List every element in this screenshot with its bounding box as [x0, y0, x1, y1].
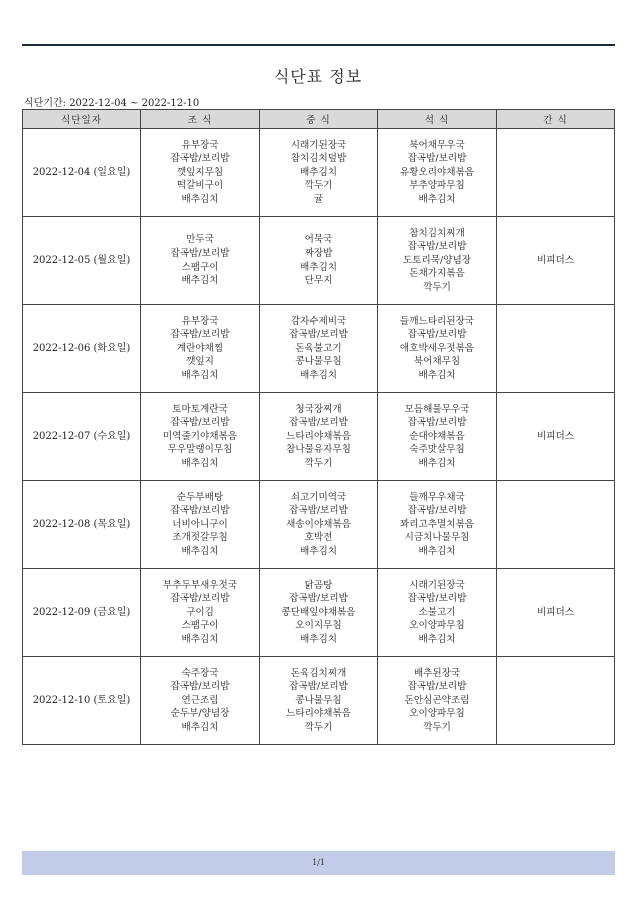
page-number: 1/1 [312, 858, 325, 867]
dinner-cell [378, 393, 497, 481]
table-row [23, 569, 615, 657]
menu-item: 깻잎지무침 [176, 166, 224, 178]
breakfast-cell [141, 217, 260, 305]
breakfast-cell [141, 129, 260, 217]
menu-item: 콩단배잎야채볶음 [281, 606, 356, 618]
date-cell: 2022-12-07 (수요일) [23, 393, 141, 481]
menu-item: 짜장밥 [304, 247, 333, 259]
menu-item: 배추김치 [299, 166, 338, 178]
menu-item: 잡곡밥/보리밥 [289, 681, 348, 693]
menu-item: 스팸구이 [181, 620, 219, 632]
menu-item: 시래기된장국 [409, 579, 465, 591]
menu-item: 배추김치 [181, 275, 219, 287]
table-row [23, 129, 615, 217]
top-divider [22, 44, 615, 46]
menu-item: 계란야채찜 [176, 342, 224, 354]
dinner-cell [378, 217, 497, 305]
menu-item: 돈안심곤약조림 [404, 694, 470, 706]
menu-item: 북어채무우국 [409, 139, 465, 151]
menu-item: 어묵국 [304, 234, 333, 246]
menu-item: 잡곡밥/보리밥 [407, 505, 467, 517]
date-cell: 2022-12-08 (목요일) [23, 481, 141, 569]
menu-item: 애호박새우젓볶음 [399, 342, 475, 354]
table-row [23, 393, 615, 481]
menu-item: 돈육김치찌개 [290, 667, 347, 679]
dinner-cell [378, 569, 497, 657]
menu-item: 순대야채볶음 [409, 430, 465, 442]
menu-item: 배추된장국 [413, 667, 461, 679]
menu-item: 순두부배탕 [176, 491, 224, 503]
menu-item: 만두국 [186, 234, 214, 246]
menu-item: 부추두부새우젓국 [162, 579, 238, 591]
menu-item: 돈육불고기 [295, 342, 342, 354]
menu-item: 미역줄기야채볶음 [162, 430, 238, 442]
header-breakfast: 조 식 [141, 110, 260, 129]
menu-item: 들깨무우채국 [409, 491, 465, 503]
date-cell: 2022-12-05 (월요일) [23, 217, 141, 305]
menu-item: 비피더스 [536, 606, 575, 618]
breakfast-cell [141, 305, 260, 393]
menu-item: 토마토계란국 [172, 403, 228, 415]
menu-item: 잡곡밥/보리밥 [170, 329, 230, 341]
menu-item: 잡곡밥/보리밥 [170, 247, 230, 259]
menu-item: 느타리야채볶음 [286, 430, 351, 442]
menu-item: 단무지 [304, 275, 333, 287]
meal-period: 식단기간: 2022-12-04 ~ 2022-12-10 [24, 98, 200, 109]
lunch-cell [260, 481, 378, 569]
menu-item: 배추김치 [418, 633, 456, 645]
meal-table [22, 109, 615, 745]
menu-item: 귤 [313, 193, 324, 205]
menu-item: 배추김치 [418, 545, 456, 557]
footer-bar [22, 851, 615, 875]
menu-item: 배추김치 [181, 721, 219, 733]
menu-item: 깍두기 [304, 457, 333, 469]
header-snack: 간 식 [497, 110, 615, 129]
menu-item: 잡곡밥/보리밥 [170, 153, 230, 165]
snack-cell [497, 305, 615, 393]
menu-item: 참치김치덮밥 [290, 153, 347, 165]
dinner-cell [378, 481, 497, 569]
menu-item: 잡곡밥/보리밥 [407, 417, 467, 429]
breakfast-cell [141, 481, 260, 569]
menu-item: 잡곡밥/보리밥 [289, 505, 348, 517]
menu-item: 잡곡밥/보리밥 [289, 593, 348, 605]
menu-item: 배추김치 [181, 545, 219, 557]
menu-item: 비피더스 [536, 430, 575, 442]
menu-item: 배추김치 [181, 457, 219, 469]
menu-item: 꽈리고추멸치볶음 [399, 518, 475, 530]
menu-item: 오이지무침 [295, 620, 342, 632]
menu-item: 오이양파무침 [409, 708, 465, 720]
menu-item: 잡곡밥/보리밥 [170, 417, 230, 429]
menu-item: 숙주장국 [181, 667, 219, 679]
menu-item: 북어채무침 [413, 356, 461, 368]
menu-item: 배추김치 [181, 193, 219, 205]
menu-item: 콩나물무침 [295, 356, 342, 368]
date-cell: 2022-12-06 (화요일) [23, 305, 141, 393]
page-title: 식단표 정보 [273, 67, 363, 86]
menu-item: 배추김치 [418, 369, 456, 381]
breakfast-cell [141, 657, 260, 745]
menu-item: 배추김치 [299, 261, 338, 273]
lunch-cell [260, 657, 378, 745]
dinner-cell [378, 129, 497, 217]
snack-cell [497, 393, 615, 481]
breakfast-cell [141, 393, 260, 481]
menu-item: 새송이야채볶음 [286, 518, 351, 530]
menu-item: 콩나물무침 [295, 694, 342, 706]
menu-item: 순두부/양념장 [170, 708, 230, 720]
menu-item: 감자수제비국 [290, 315, 347, 327]
snack-cell [497, 657, 615, 745]
lunch-cell [260, 217, 378, 305]
menu-item: 잡곡밥/보리밥 [289, 417, 348, 429]
menu-item: 깍두기 [423, 281, 451, 293]
menu-item: 떡갈비구이 [176, 180, 224, 192]
lunch-cell [260, 129, 378, 217]
menu-item: 깍두기 [423, 721, 451, 733]
menu-item: 느타리야채볶음 [286, 708, 351, 720]
menu-item: 잡곡밥/보리밥 [407, 153, 467, 165]
menu-item: 돈채가지볶음 [409, 268, 465, 280]
menu-item: 시금치나물무침 [404, 532, 470, 544]
menu-item: 참치김치찌개 [409, 227, 465, 239]
date-cell: 2022-12-04 (일요일) [23, 129, 141, 217]
menu-item: 깍두기 [304, 180, 333, 192]
menu-item: 오이양파무침 [409, 620, 465, 632]
menu-item: 잡곡밥/보리밥 [407, 681, 467, 693]
menu-item: 무우말랭이무침 [167, 444, 233, 456]
lunch-cell [260, 305, 378, 393]
lunch-cell [260, 569, 378, 657]
snack-cell [497, 217, 615, 305]
menu-item: 청국장찌개 [295, 403, 342, 415]
menu-item: 배추김치 [299, 633, 338, 645]
menu-item: 잡곡밥/보리밥 [289, 329, 348, 341]
lunch-cell [260, 393, 378, 481]
menu-item: 잡곡밥/보리밥 [170, 681, 230, 693]
menu-item: 깻잎지 [186, 356, 214, 368]
table-row [23, 481, 615, 569]
header-date: 식단일자 [23, 110, 141, 129]
table-header-row [23, 110, 615, 129]
menu-item: 배추김치 [181, 369, 219, 381]
menu-item: 쇠고기미역국 [290, 491, 347, 503]
menu-item: 숙주맛살무침 [409, 444, 465, 456]
menu-item: 잡곡밥/보리밥 [407, 593, 467, 605]
menu-item: 부추양파무침 [409, 180, 465, 192]
menu-item: 유부장국 [181, 315, 219, 327]
menu-item: 모듬해물무우국 [404, 403, 470, 415]
menu-item: 배추김치 [299, 369, 338, 381]
menu-item: 배추김치 [181, 633, 219, 645]
date-cell: 2022-12-10 (토요일) [23, 657, 141, 745]
table-row [23, 305, 615, 393]
menu-item: 소불고기 [418, 606, 456, 618]
menu-item: 도토리묵/양념장 [402, 254, 472, 266]
menu-item: 잡곡밥/보리밥 [170, 505, 230, 517]
snack-cell [497, 481, 615, 569]
menu-item: 유황오리야채볶음 [399, 166, 475, 178]
menu-item: 비피더스 [536, 254, 575, 266]
menu-item: 깍두기 [304, 721, 333, 733]
dinner-cell [378, 657, 497, 745]
menu-item: 잡곡밥/보리밥 [407, 241, 467, 253]
menu-item: 연근조림 [181, 694, 219, 706]
menu-item: 호박전 [304, 532, 333, 544]
menu-item: 배추김치 [418, 193, 456, 205]
menu-item: 잡곡밥/보리밥 [407, 329, 467, 341]
snack-cell [497, 129, 615, 217]
menu-item: 유부장국 [181, 139, 219, 151]
date-cell: 2022-12-09 (금요일) [23, 569, 141, 657]
menu-item: 시래기된장국 [290, 139, 347, 151]
menu-item: 너비아니구이 [172, 518, 228, 530]
menu-item: 들깨느타리된장국 [399, 315, 475, 327]
header-dinner: 석 식 [378, 110, 497, 129]
dinner-cell [378, 305, 497, 393]
menu-item: 구이김 [186, 606, 214, 618]
header-lunch: 중 식 [260, 110, 378, 129]
snack-cell [497, 569, 615, 657]
table-row [23, 217, 615, 305]
table-row [23, 657, 615, 745]
menu-item: 닭곰탕 [304, 579, 333, 591]
menu-item: 잡곡밥/보리밥 [170, 593, 230, 605]
menu-item: 참나물유자무침 [286, 444, 351, 456]
breakfast-cell [141, 569, 260, 657]
menu-item: 배추김치 [418, 457, 456, 469]
menu-item: 조개젓갈무침 [172, 532, 228, 544]
menu-item: 배추김치 [299, 545, 338, 557]
menu-item: 스팸구이 [181, 261, 219, 273]
